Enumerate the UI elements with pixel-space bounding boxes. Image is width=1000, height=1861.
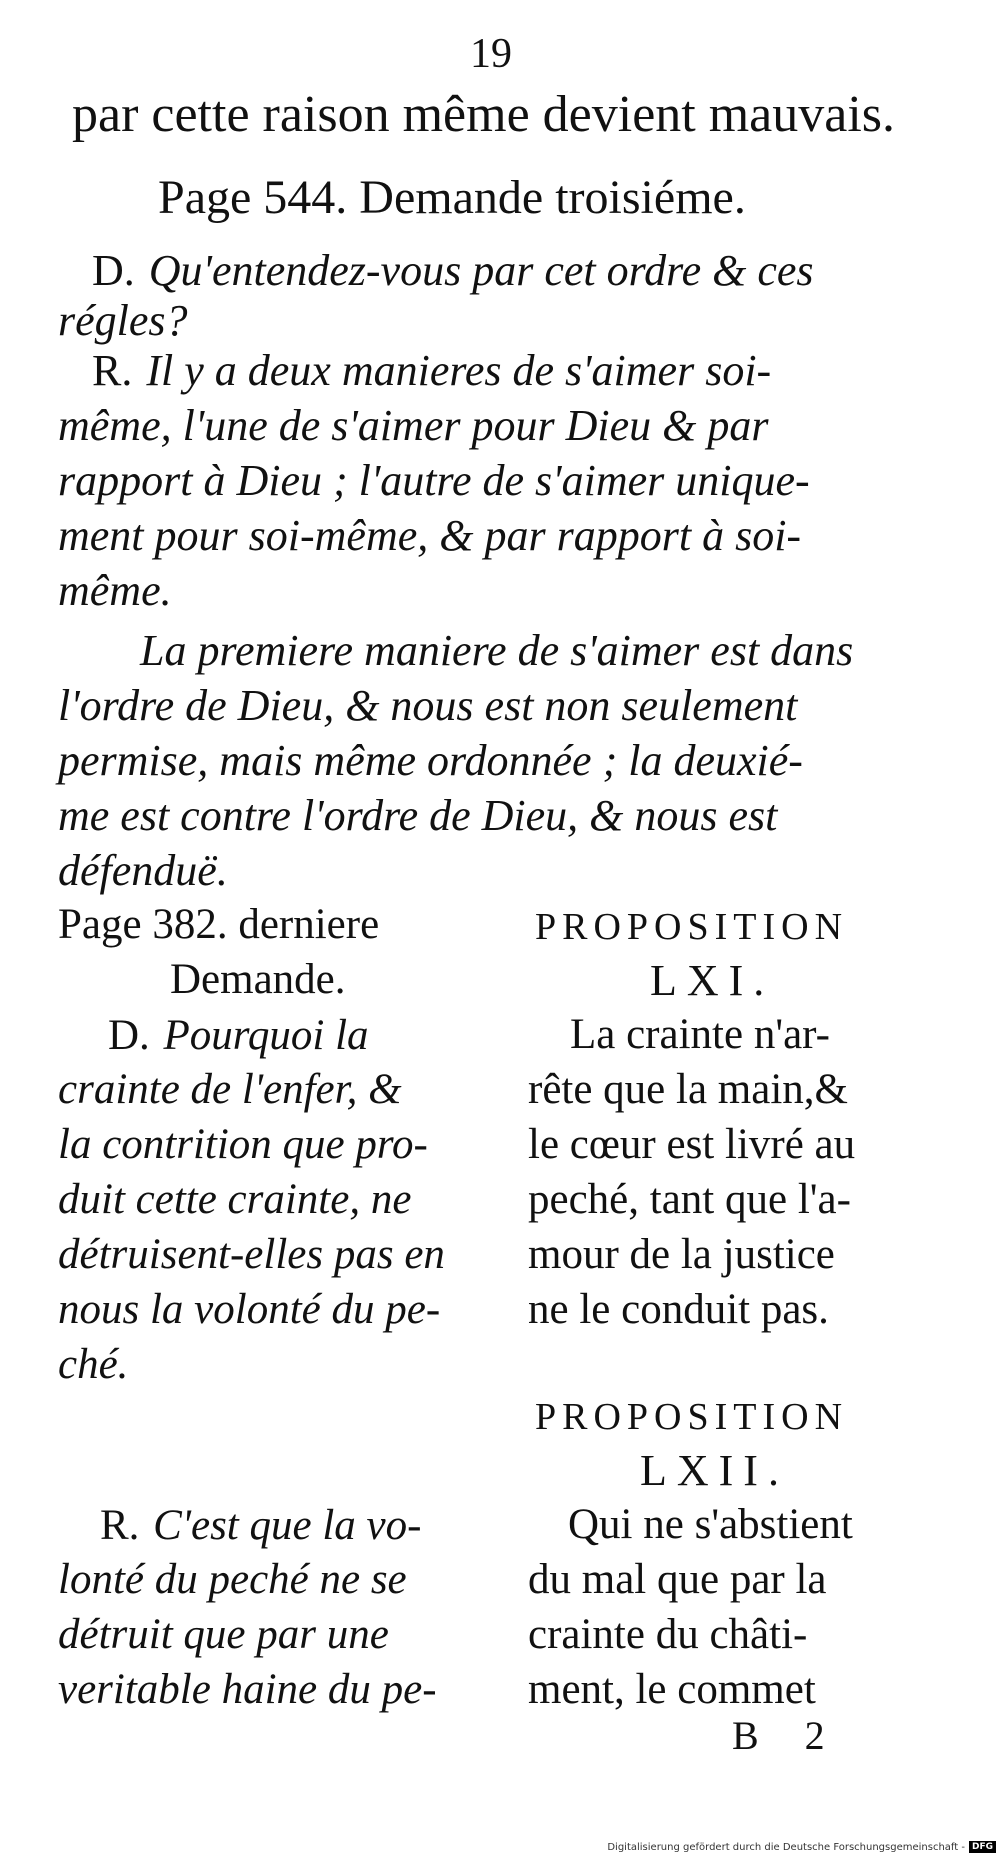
proposition-61-line-1: La crainte n'ar- xyxy=(570,1011,830,1058)
answer-label: R. xyxy=(92,346,133,395)
page-folio-number: 19 xyxy=(470,31,512,77)
signature-mark: B 2 xyxy=(732,1713,843,1758)
digitization-footer xyxy=(607,1833,1000,1861)
left-question-line-3: la contrition que pro- xyxy=(58,1121,428,1168)
answer-line-1 xyxy=(92,345,771,396)
footer-credit-text: Digitalisierung gefördert durch die Deutsche Forschungsgemeinschaft - xyxy=(607,1841,965,1853)
left-answer-line-3: détruit que par une xyxy=(58,1611,389,1658)
proposition-61-line-6: ne le conduit pas. xyxy=(528,1286,829,1333)
left-heading-line-1: Page 382. derniere xyxy=(58,901,380,948)
proposition-61-line-2: rête que la main,& xyxy=(528,1066,848,1113)
text-line-continuation: par cette raison même devient mauvais. xyxy=(72,86,896,143)
left-answer-line-2: lonté du peché ne se xyxy=(58,1556,407,1603)
paragraph-line-2: l'ordre de Dieu, & nous est non seulement xyxy=(58,681,798,730)
proposition-61-line-4: peché, tant que l'a- xyxy=(528,1176,851,1223)
proposition-62-number: LXII. xyxy=(640,1446,789,1495)
left-question-text: Pourquoi la xyxy=(163,1012,369,1059)
answer-text: Il y a deux manieres de s'aimer soi- xyxy=(146,346,772,395)
left-question-line-2: crainte de l'enfer, & xyxy=(58,1066,402,1113)
left-question-label: D. xyxy=(108,1012,150,1059)
left-question-line-1 xyxy=(108,1010,369,1060)
proposition-62-line-2: du mal que par la xyxy=(528,1556,827,1603)
proposition-62-line-4: ment, le commet xyxy=(528,1666,816,1713)
proposition-61-line-3: le cœur est livré au xyxy=(528,1121,856,1168)
answer-line-5: même. xyxy=(58,566,172,615)
proposition-62-line-1: Qui ne s'abstient xyxy=(568,1501,853,1548)
left-answer-line-1 xyxy=(100,1500,421,1550)
answer-line-2: même, l'une de s'aimer pour Dieu & par xyxy=(58,401,769,450)
dfg-logo: DFG xyxy=(969,1841,996,1853)
left-answer-text: C'est que la vo- xyxy=(153,1502,422,1549)
answer-line-4: ment pour soi-même, & par rapport à soi- xyxy=(58,511,802,560)
left-answer-label: R. xyxy=(100,1502,140,1549)
question-line-1 xyxy=(92,245,814,296)
left-question-line-6: nous la volonté du pe- xyxy=(58,1286,441,1333)
left-question-line-5: détruisent-elles pas en xyxy=(58,1231,445,1278)
question-line-2: régles? xyxy=(58,296,188,345)
proposition-61-number: LXI. xyxy=(650,956,775,1005)
paragraph-line-5: défenduë. xyxy=(58,846,228,895)
proposition-61-heading: PROPOSITION xyxy=(535,906,849,948)
section-heading-page-544: Page 544. Demande troisiéme. xyxy=(158,171,746,224)
paragraph-line-4: me est contre l'ordre de Dieu, & nous est xyxy=(58,791,778,840)
left-question-line-7: ché. xyxy=(58,1341,129,1388)
proposition-62-heading: PROPOSITION xyxy=(535,1396,849,1438)
left-answer-line-4: veritable haine du pe- xyxy=(58,1666,437,1713)
proposition-61-line-5: mour de la justice xyxy=(528,1231,835,1278)
proposition-62-line-3: crainte du châti- xyxy=(528,1611,808,1658)
left-question-line-4: duit cette crainte, ne xyxy=(58,1176,412,1223)
paragraph-line-1: La premiere maniere de s'aimer est dans xyxy=(140,626,854,675)
question-text: Qu'entendez-vous par cet ordre & ces xyxy=(148,246,814,295)
answer-line-3: rapport à Dieu ; l'autre de s'aimer unique- xyxy=(58,456,810,505)
paragraph-line-3: permise, mais même ordonnée ; la deuxié- xyxy=(58,736,803,785)
question-label: D. xyxy=(92,246,135,295)
left-heading-line-2: Demande. xyxy=(170,956,346,1003)
